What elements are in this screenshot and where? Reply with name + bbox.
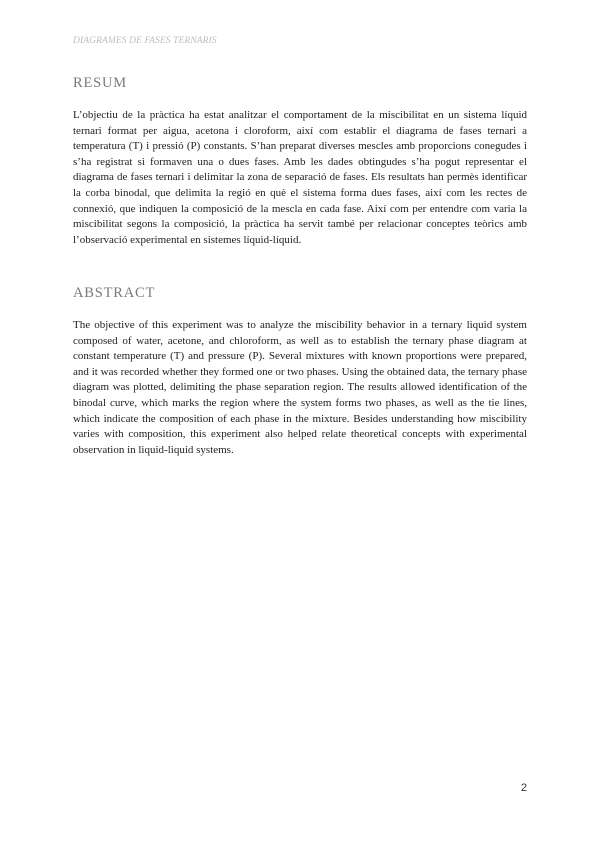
running-header: DIAGRAMES DE FASES TERNARIS <box>73 36 217 46</box>
page-number: 2 <box>520 782 527 794</box>
abstract-section <box>73 284 527 458</box>
resum-section <box>73 74 527 248</box>
abstract-paragraph: The objective of this experiment was to analyze the miscibility behavior in a ternary liquid system composed of water, acetone, and chloroform, as well as to establish the ternary phase diagram at constant temperature (T) and pressure (P). Several mixtures with known proportions were prepared, and it was recorded whether they formed one or two phases. Using the obtained data, the ternary phase diagram was plotted, delimiting the phase separation region. The results allowed identification of the binodal curve, which marks the region where the system forms two phases, as well as the tie lines, which indicate the composition of each phase in the mixture. Besides understanding how miscibility varies with composition, this experiment also helped relate theoretical concepts with experimental observation in liquid-liquid systems. <box>73 319 527 456</box>
resum-heading: RESUM <box>73 75 127 91</box>
resum-paragraph: L’objectiu de la pràctica ha estat analitzar el comportament de la miscibilitat en un sistema líquid ternari format per aigua, acetona i cloroform, així com establir el diagrama de fases ternari a temperatura (T) i pressió (P) constants. S’han preparat diverses mescles amb proporcions conegudes i s’ha registrat si formaven una o dues fases. Amb les dades obtingudes s’ha pogut representar el diagrama de fases ternari i delimitar la zona de separació de fases. Els resultats han permès identificar la corba binodal, que delimita la regió en què el sistema forma dues fases, així com les rectes de connexió, que indiquen la composició de la mescla en cada fase. Així com per entendre com varia la miscibilitat segons la composició, la pràctica ha servit també per relacionar conceptes teòrics amb l’observació experimental en sistemes líquid-líquid. <box>73 109 527 246</box>
abstract-heading: ABSTRACT <box>73 285 156 301</box>
